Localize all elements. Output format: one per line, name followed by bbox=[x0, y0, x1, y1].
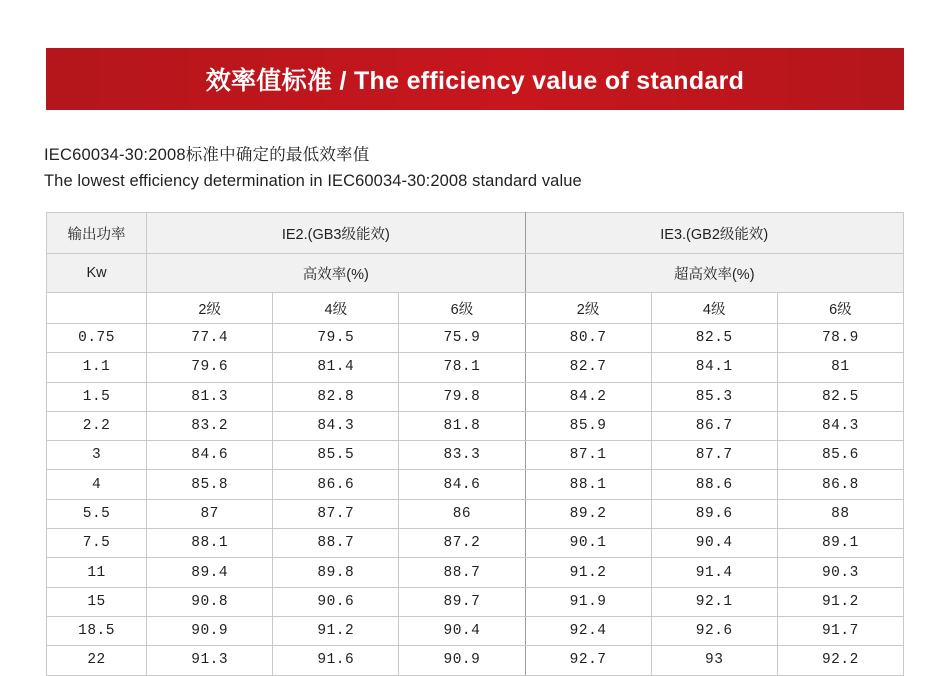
cell-value: 88.6 bbox=[651, 470, 777, 499]
cell-value: 90.9 bbox=[147, 616, 273, 645]
cell-value: 77.4 bbox=[147, 324, 273, 353]
cell-power: 2.2 bbox=[47, 411, 147, 440]
table-row bbox=[47, 529, 904, 558]
cell-value: 85.3 bbox=[651, 382, 777, 411]
header-banner bbox=[46, 48, 904, 110]
table-row bbox=[47, 646, 904, 675]
cell-value: 81.4 bbox=[273, 353, 399, 382]
cell-value: 87.1 bbox=[525, 441, 651, 470]
intro-block bbox=[44, 142, 904, 194]
table-row bbox=[47, 441, 904, 470]
table-row bbox=[47, 470, 904, 499]
header-pole-ie2-6: 6级 bbox=[399, 293, 525, 324]
cell-value: 80.7 bbox=[525, 324, 651, 353]
header-poles-blank bbox=[47, 293, 147, 324]
cell-value: 88.1 bbox=[525, 470, 651, 499]
cell-value: 88.7 bbox=[399, 558, 525, 587]
cell-value: 90.4 bbox=[651, 529, 777, 558]
intro-line-english: The lowest efficiency determination in IEC60034-30:2008 standard value bbox=[44, 172, 582, 190]
cell-value: 84.3 bbox=[273, 411, 399, 440]
cell-value: 83.2 bbox=[147, 411, 273, 440]
cell-value: 88.1 bbox=[147, 529, 273, 558]
cell-value: 89.8 bbox=[273, 558, 399, 587]
header-sub-ie2: 高效率(%) bbox=[147, 254, 525, 293]
cell-power: 22 bbox=[47, 646, 147, 675]
table-header-row-poles bbox=[47, 293, 904, 324]
cell-value: 84.6 bbox=[147, 441, 273, 470]
table-row bbox=[47, 616, 904, 645]
cell-value: 81 bbox=[777, 353, 903, 382]
cell-power: 15 bbox=[47, 587, 147, 616]
cell-value: 92.1 bbox=[651, 587, 777, 616]
cell-value: 90.1 bbox=[525, 529, 651, 558]
cell-value: 87 bbox=[147, 499, 273, 528]
cell-value: 90.6 bbox=[273, 587, 399, 616]
cell-value: 79.5 bbox=[273, 324, 399, 353]
cell-value: 89.1 bbox=[777, 529, 903, 558]
header-power-label: 输出功率 bbox=[47, 213, 147, 254]
cell-value: 91.9 bbox=[525, 587, 651, 616]
cell-power: 4 bbox=[47, 470, 147, 499]
table-row bbox=[47, 324, 904, 353]
cell-value: 85.8 bbox=[147, 470, 273, 499]
cell-value: 81.3 bbox=[147, 382, 273, 411]
cell-value: 92.6 bbox=[651, 616, 777, 645]
cell-value: 84.3 bbox=[777, 411, 903, 440]
cell-value: 86.6 bbox=[273, 470, 399, 499]
cell-power: 11 bbox=[47, 558, 147, 587]
cell-power: 18.5 bbox=[47, 616, 147, 645]
cell-value: 88.7 bbox=[273, 529, 399, 558]
cell-value: 88 bbox=[777, 499, 903, 528]
cell-value: 82.5 bbox=[777, 382, 903, 411]
header-power-unit: Kw bbox=[47, 254, 147, 293]
cell-value: 89.2 bbox=[525, 499, 651, 528]
cell-value: 85.9 bbox=[525, 411, 651, 440]
cell-value: 78.9 bbox=[777, 324, 903, 353]
cell-value: 79.8 bbox=[399, 382, 525, 411]
cell-value: 86 bbox=[399, 499, 525, 528]
cell-power: 1.5 bbox=[47, 382, 147, 411]
intro-line-chinese: IEC60034-30:2008标准中确定的最低效率值 bbox=[44, 146, 370, 164]
header-pole-ie2-4: 4级 bbox=[273, 293, 399, 324]
cell-value: 84.1 bbox=[651, 353, 777, 382]
cell-value: 90.9 bbox=[399, 646, 525, 675]
cell-value: 87.7 bbox=[651, 441, 777, 470]
cell-value: 79.6 bbox=[147, 353, 273, 382]
cell-value: 82.8 bbox=[273, 382, 399, 411]
cell-value: 89.4 bbox=[147, 558, 273, 587]
page-title: 效率值标准 / The efficiency value of standard bbox=[205, 67, 745, 95]
cell-value: 89.7 bbox=[399, 587, 525, 616]
table-row bbox=[47, 499, 904, 528]
efficiency-table bbox=[46, 212, 904, 676]
cell-value: 91.6 bbox=[273, 646, 399, 675]
efficiency-table-wrapper bbox=[46, 212, 904, 676]
cell-power: 3 bbox=[47, 441, 147, 470]
cell-value: 86.8 bbox=[777, 470, 903, 499]
cell-value: 87.2 bbox=[399, 529, 525, 558]
table-row bbox=[47, 353, 904, 382]
cell-value: 92.4 bbox=[525, 616, 651, 645]
cell-value: 85.6 bbox=[777, 441, 903, 470]
cell-power: 0.75 bbox=[47, 324, 147, 353]
cell-power: 7.5 bbox=[47, 529, 147, 558]
cell-value: 75.9 bbox=[399, 324, 525, 353]
cell-value: 82.5 bbox=[651, 324, 777, 353]
cell-value: 91.7 bbox=[777, 616, 903, 645]
table-row bbox=[47, 558, 904, 587]
header-group-ie2: IE2.(GB3级能效) bbox=[147, 213, 525, 254]
header-pole-ie2-2: 2级 bbox=[147, 293, 273, 324]
cell-value: 84.6 bbox=[399, 470, 525, 499]
header-pole-ie3-4: 4级 bbox=[651, 293, 777, 324]
cell-value: 91.4 bbox=[651, 558, 777, 587]
cell-value: 91.2 bbox=[273, 616, 399, 645]
cell-value: 91.2 bbox=[777, 587, 903, 616]
cell-value: 85.5 bbox=[273, 441, 399, 470]
cell-value: 87.7 bbox=[273, 499, 399, 528]
cell-value: 78.1 bbox=[399, 353, 525, 382]
cell-value: 92.7 bbox=[525, 646, 651, 675]
cell-value: 84.2 bbox=[525, 382, 651, 411]
cell-value: 93 bbox=[651, 646, 777, 675]
table-row bbox=[47, 382, 904, 411]
cell-value: 83.3 bbox=[399, 441, 525, 470]
table-header-row-subgroups bbox=[47, 254, 904, 293]
cell-value: 90.3 bbox=[777, 558, 903, 587]
table-header-row-groups bbox=[47, 213, 904, 254]
table-row bbox=[47, 411, 904, 440]
cell-value: 90.4 bbox=[399, 616, 525, 645]
cell-value: 89.6 bbox=[651, 499, 777, 528]
cell-value: 91.3 bbox=[147, 646, 273, 675]
header-pole-ie3-6: 6级 bbox=[777, 293, 903, 324]
cell-power: 1.1 bbox=[47, 353, 147, 382]
cell-value: 91.2 bbox=[525, 558, 651, 587]
header-sub-ie3: 超高效率(%) bbox=[525, 254, 903, 293]
cell-value: 90.8 bbox=[147, 587, 273, 616]
cell-value: 81.8 bbox=[399, 411, 525, 440]
header-pole-ie3-2: 2级 bbox=[525, 293, 651, 324]
cell-power: 5.5 bbox=[47, 499, 147, 528]
cell-value: 92.2 bbox=[777, 646, 903, 675]
header-group-ie3: IE3.(GB2级能效) bbox=[525, 213, 903, 254]
cell-value: 82.7 bbox=[525, 353, 651, 382]
cell-value: 86.7 bbox=[651, 411, 777, 440]
table-row bbox=[47, 587, 904, 616]
